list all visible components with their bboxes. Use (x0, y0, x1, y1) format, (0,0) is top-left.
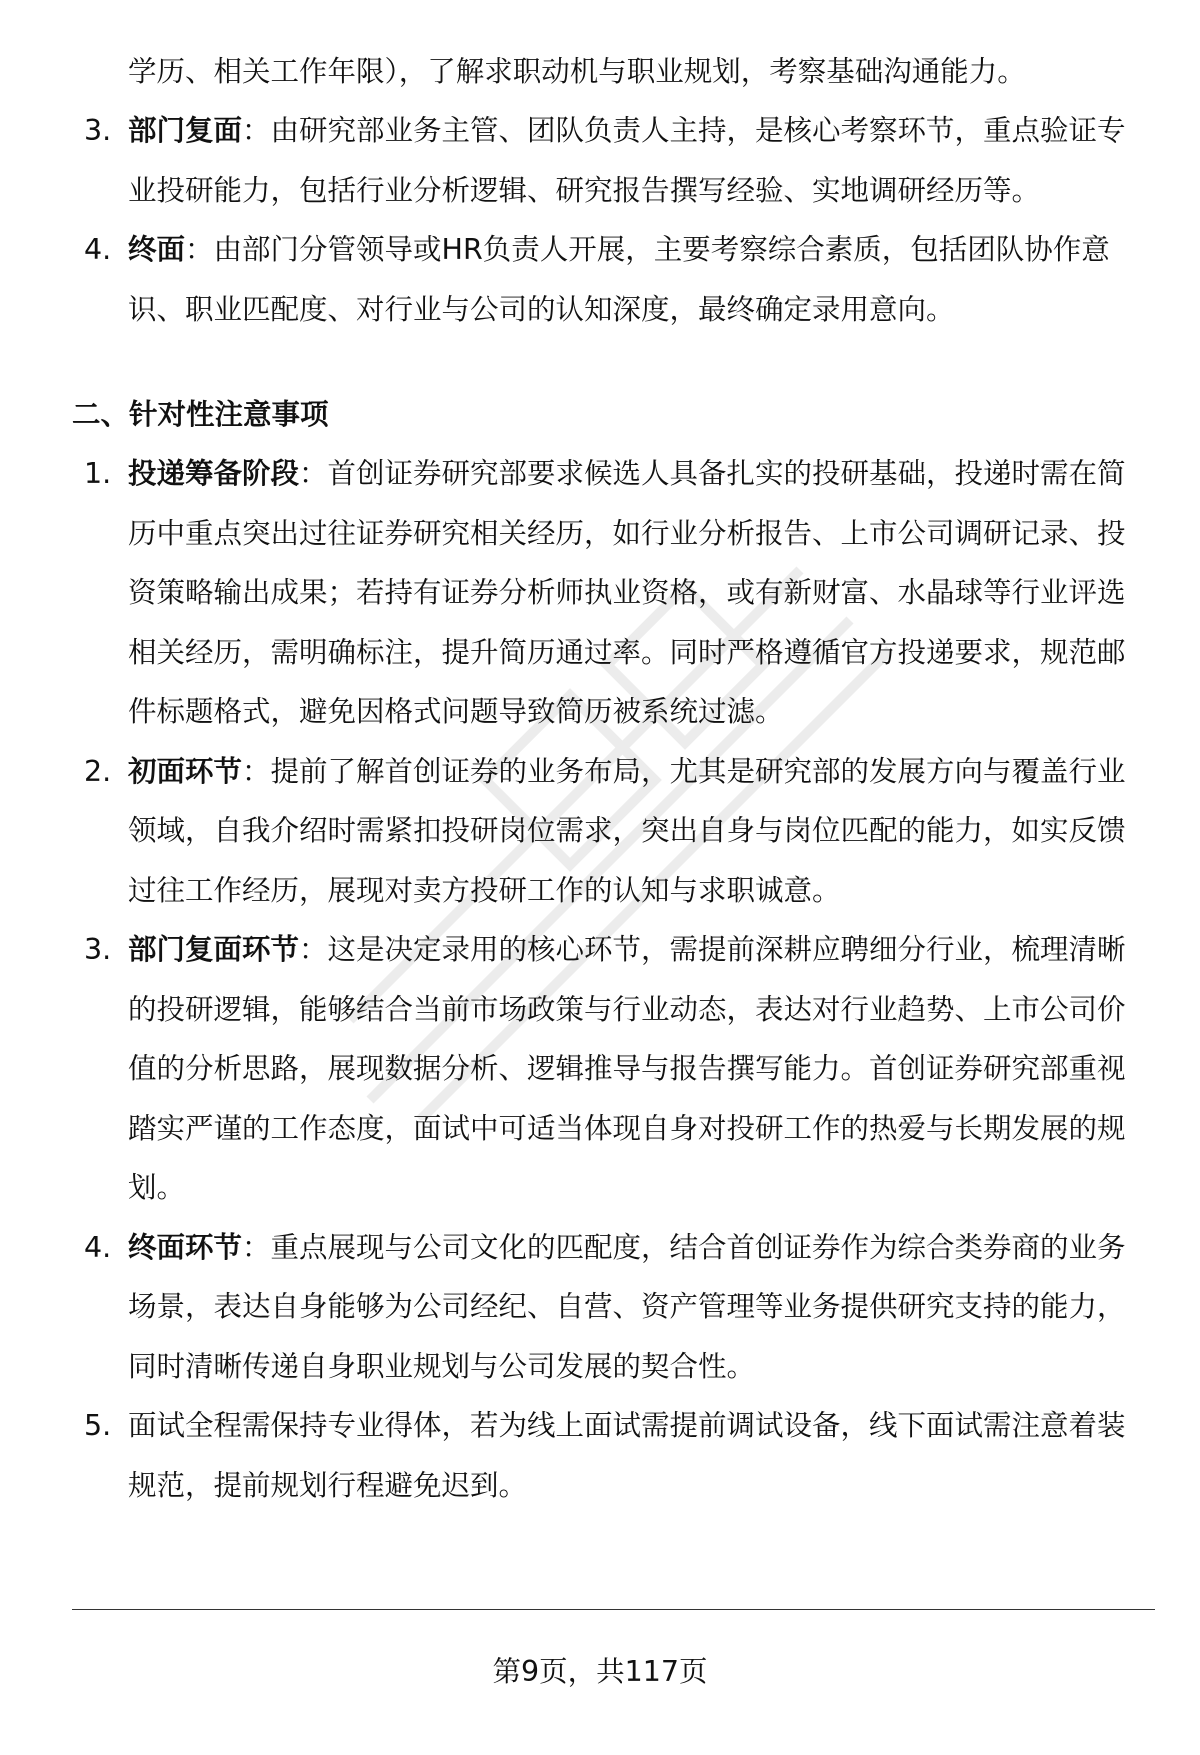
list-item (0, 742, 1200, 921)
list-number: 2. (84, 754, 112, 788)
list-item-text: ：这是决定录用的核心环节，需提前深耕应聘细分行业，梳理清晰的投研逻辑，能够结合当前市场政策与行业动态，表达对行业趋势、上市公司价值的分析思路，展现数据分析、逻辑推导与报告撰写能力。首创证券研究部重视踏实严谨的工作态度，面试中可适当体现自身对投研工作的热爱与长期发展的规划。 (128, 933, 1126, 1204)
list-item (0, 1218, 1200, 1397)
list-item (0, 920, 1200, 1218)
page-number: 第9页，共117页 (492, 1655, 708, 1688)
list-number: 4. (84, 233, 112, 266)
notes-list (0, 444, 1200, 1515)
list-item-title: 投递筹备阶段 (128, 457, 300, 490)
list-item-title: 初面环节 (128, 754, 243, 788)
list-item-text: ：重点展现与公司文化的匹配度，结合首创证券作为综合类券商的业务场景，表达自身能够为公司经纪、自营、资产管理等业务提供研究支持的能力，同时清晰传递自身职业规划与公司发展的契合性。 (128, 1230, 1126, 1383)
list-item (0, 220, 1200, 339)
list-item-title: 终面 (128, 233, 186, 266)
continuation-text: 学历、相关工作年限），了解求职动机与职业规划，考察基础沟通能力。 (128, 55, 1026, 88)
list-item (0, 101, 1200, 220)
list-item-title: 终面环节 (128, 1230, 243, 1264)
list-number: 4. (84, 1230, 112, 1264)
list-number: 1. (84, 457, 112, 490)
list-number: 3. (84, 114, 112, 147)
list-item-text: ：提前了解首创证券的业务布局，尤其是研究部的发展方向与覆盖行业领域，自我介绍时需紧扣投研岗位需求，突出自身与岗位匹配的能力，如实反馈过往工作经历，展现对卖方投研工作的认知与求职诚意。 (128, 754, 1126, 907)
list-item-text: ：由部门分管领导或HR负责人开展，主要考察综合素质，包括团队协作意识、职业匹配度、对行业与公司的认知深度，最终确定录用意向。 (128, 233, 1110, 326)
list-number: 5. (84, 1409, 112, 1442)
list-item-text: ：由研究部业务主管、团队负责人主持，是核心考察环节，重点验证专业投研能力，包括行业分析逻辑、研究报告撰写经验、实地调研经历等。 (128, 114, 1126, 207)
list-item-text: 面试全程需保持专业得体，若为线上面试需提前调试设备，线下面试需注意着装规范，提前规划行程避免迟到。 (128, 1409, 1126, 1502)
list-item-title: 部门复面环节 (128, 933, 300, 966)
section-heading: 二、针对性注意事项 (72, 398, 329, 431)
list-item (0, 1396, 1200, 1515)
list-item-text: ：首创证券研究部要求候选人具备扎实的投研基础，投递时需在简历中重点突出过往证券研究相关经历，如行业分析报告、上市公司调研记录、投资策略输出成果；若持有证券分析师执业资格，或有新财富、水晶球等行业评选相关经历，需明确标注，提升简历通过率。同时严格遵循官方投递要求，规范邮件标题格式，避免因格式问题导致简历被系统过滤。 (128, 457, 1126, 728)
footer-divider (72, 1609, 1155, 1610)
list-item-title: 部门复面 (128, 114, 243, 147)
interview-stage-list (0, 101, 1200, 339)
list-item (0, 444, 1200, 742)
list-number: 3. (84, 933, 112, 966)
